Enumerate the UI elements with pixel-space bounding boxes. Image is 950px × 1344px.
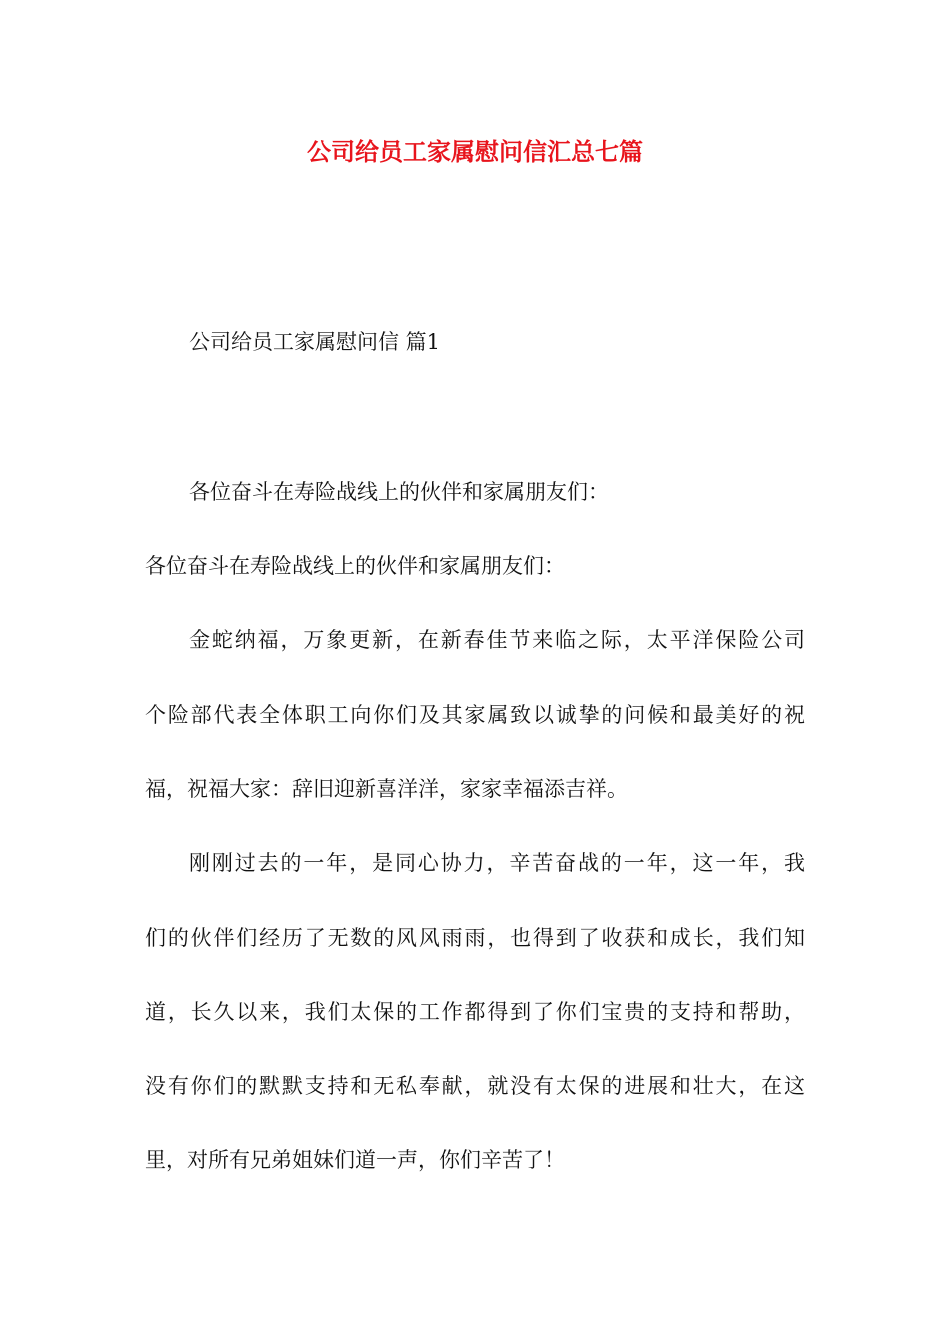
salutation-line: 各位奋斗在寿险战线上的伙伴和家属朋友们： <box>189 480 609 504</box>
paragraph-2-line-5: 里，对所有兄弟姐妹们道一声，你们辛苦了！ <box>145 1148 565 1172</box>
paragraph-1-line-3: 福，祝福大家：辞旧迎新喜洋洋，家家幸福添吉祥。 <box>145 777 628 801</box>
paragraph-1-line-2: 个险部代表全体职工向你们及其家属致以诚挚的问候和最美好的祝 <box>145 703 805 727</box>
paragraph-2-line-2: 们的伙伴们经历了无数的风风雨雨，也得到了收获和成长，我们知 <box>145 926 805 950</box>
paragraph-2-line-4: 没有你们的默默支持和无私奉献，就没有太保的进展和壮大，在这 <box>145 1074 805 1098</box>
salutation-line-repeat: 各位奋斗在寿险战线上的伙伴和家属朋友们： <box>145 554 565 578</box>
paragraph-2-line-1: 刚刚过去的一年，是同心协力，辛苦奋战的一年，这一年，我 <box>189 851 805 875</box>
paragraph-1-line-1: 金蛇纳福，万象更新，在新春佳节来临之际，太平洋保险公司 <box>189 628 805 652</box>
section-heading: 公司给员工家属慰问信 篇1 <box>189 330 441 354</box>
paragraph-2-line-3: 道，长久以来，我们太保的工作都得到了你们宝贵的支持和帮助， <box>145 1000 805 1024</box>
document-title: 公司给员工家属慰问信汇总七篇 <box>307 137 643 166</box>
